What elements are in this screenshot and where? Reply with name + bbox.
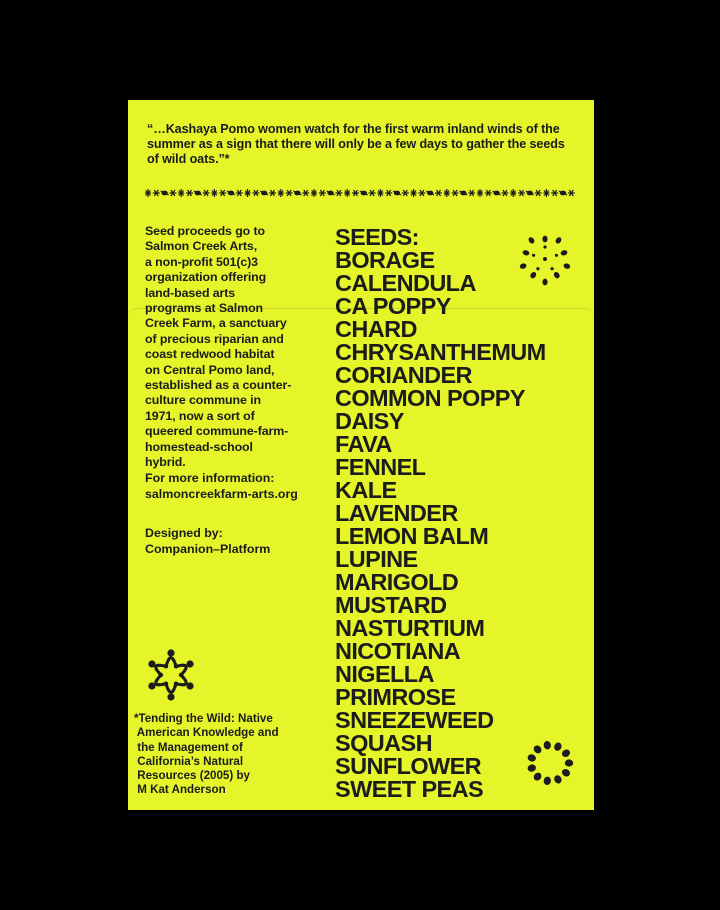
- seeds-heading: SEEDS:: [335, 224, 419, 250]
- about-line: on Central Pomo land,: [145, 362, 275, 377]
- footnote: [134, 712, 319, 798]
- footnote-line: Resources (2005) by: [134, 769, 250, 783]
- about-line: a non-profit 501(c)3: [145, 254, 258, 269]
- seed-item: DAISY: [335, 408, 404, 434]
- seed-ring-ornament-bottom-icon: [522, 737, 578, 789]
- seed-item: CORIANDER: [335, 362, 472, 388]
- seed-item: MARIGOLD: [335, 569, 459, 595]
- seed-item: KALE: [335, 477, 397, 503]
- seed-item: SQUASH: [335, 730, 432, 756]
- seed-ring-ornament-top-icon: [516, 230, 574, 288]
- footnote-line: *Tending the Wild: Native: [134, 712, 273, 725]
- more-info-url: salmoncreekfarm-arts.org: [145, 487, 298, 501]
- seed-item: MUSTARD: [335, 592, 447, 618]
- seed-item: BORAGE: [335, 247, 435, 273]
- seed-item: CHRYSANTHEMUM: [335, 339, 546, 365]
- seed-item: NIGELLA: [335, 661, 434, 687]
- seed-item: SUNFLOWER: [335, 753, 482, 779]
- about-line: Salmon Creek Arts,: [145, 239, 258, 254]
- footnote-line: M Kat Anderson: [134, 783, 226, 797]
- footnote-line: California’s Natural: [134, 754, 244, 768]
- seed-item: LUPINE: [335, 546, 418, 572]
- seed-item: FAVA: [335, 431, 392, 457]
- seed-item: CHARD: [335, 316, 417, 342]
- seed-item: CA POPPY: [335, 293, 451, 319]
- more-info: [145, 470, 325, 502]
- seed-list: [335, 226, 585, 801]
- seed-item: LAVENDER: [335, 500, 458, 526]
- seed-item: FENNEL: [335, 454, 426, 480]
- about-line: land-based arts: [145, 285, 236, 300]
- about-line: hybrid.: [145, 455, 186, 470]
- seed-item: CALENDULA: [335, 270, 476, 296]
- about-line: established as a counter-: [145, 378, 292, 393]
- seed-flower-ornament-icon: [138, 643, 204, 707]
- designer-credit: [145, 525, 325, 557]
- about-line: of precious riparian and: [145, 331, 284, 346]
- seed-row-ornament-icon: [144, 186, 578, 200]
- about-line: queered commune-farm-: [145, 424, 289, 439]
- about-line: programs at Salmon: [145, 301, 264, 316]
- about-line: organization offering: [145, 270, 267, 285]
- about-text: [145, 224, 320, 471]
- seed-item: SWEET PEAS: [335, 776, 484, 802]
- seed-item: NASTURTIUM: [335, 615, 485, 641]
- about-line: culture commune in: [145, 393, 261, 408]
- designer-label: Designed by:: [145, 526, 223, 540]
- footnote-line: American Knowledge and: [134, 726, 279, 740]
- about-line: coast redwood habitat: [145, 347, 275, 362]
- about-line: homestead-school: [145, 439, 253, 454]
- about-line: 1971, now a sort of: [145, 408, 255, 423]
- about-line: Creek Farm, a sanctuary: [145, 316, 287, 331]
- seed-item: SNEEZEWEED: [335, 707, 494, 733]
- quote-text: “…Kashaya Pomo women watch for the first warm inland winds of the summer as a sign that there will only be a few days to gather the seeds of wild oats.”*: [147, 122, 565, 166]
- about-line: Seed proceeds go to: [145, 224, 265, 238]
- more-info-label: For more information:: [145, 471, 275, 485]
- footnote-line: the Management of: [134, 740, 243, 754]
- seed-item: LEMON BALM: [335, 523, 489, 549]
- seed-item: NICOTIANA: [335, 638, 461, 664]
- seed-item: PRIMROSE: [335, 684, 456, 710]
- designer-name: Companion–Platform: [145, 542, 271, 556]
- seed-item: COMMON POPPY: [335, 385, 525, 411]
- seed-packet: [128, 100, 594, 810]
